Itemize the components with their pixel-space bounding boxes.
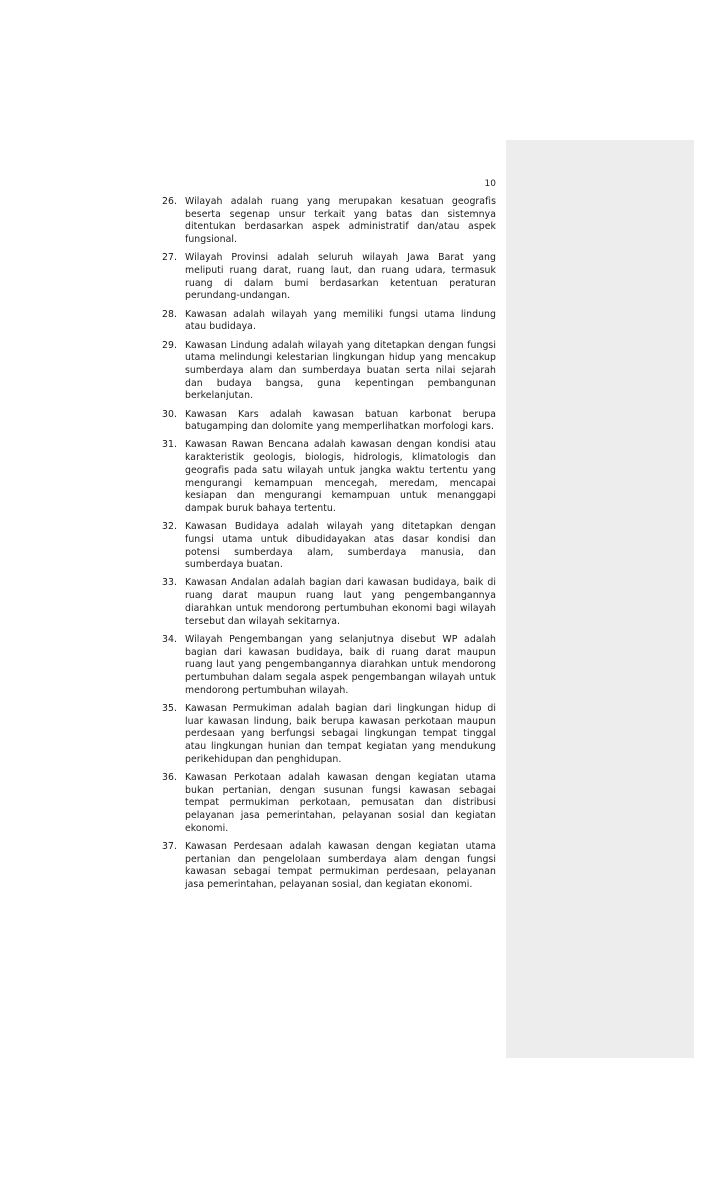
definition-number: 27. <box>162 252 178 264</box>
definition-text: Kawasan Andalan adalah bagian dari kawasan budidaya, baik di ruang darat maupun ruang laut yang pengembangannya diarahkan untuk mendorong pertumbuhan ekonomi bagi wilayah tersebut dan wilayah sekitarnya. <box>185 577 496 627</box>
definition-item <box>162 521 496 572</box>
definition-item <box>162 634 496 698</box>
definition-item <box>162 703 496 767</box>
definition-number: 34. <box>162 633 178 645</box>
definition-number: 35. <box>162 702 178 714</box>
definition-text: Kawasan Perkotaan adalah kawasan dengan kegiatan utama bukan pertanian, dengan susunan fungsi kawasan sebagai tempat permukiman perkotaan, pemusatan dan distribusi pelayanan jasa pemerintahan, pelayanan sosial dan kegiatan ekonomi. <box>185 771 496 834</box>
definition-item <box>162 340 496 404</box>
definition-text: Wilayah adalah ruang yang merupakan kesatuan geografis beserta segenap unsur terkait yang batas dan sistemnya ditentukan berdasarkan aspek administratif dan/atau aspek fungsional. <box>185 196 496 246</box>
definition-item <box>162 577 496 628</box>
comment-margin-pane <box>506 140 694 1058</box>
definition-text: Kawasan Kars adalah kawasan batuan karbonat berupa batugamping dan dolomite yang memperlihatkan morfologi kars. <box>185 408 496 433</box>
definition-item <box>162 439 496 515</box>
definition-number: 28. <box>162 308 178 320</box>
definition-number: 37. <box>162 840 178 852</box>
definition-text: Kawasan Perdesaan adalah kawasan dengan kegiatan utama pertanian dan pengelolaan sumberdaya alam dengan fungsi kawasan sebagai tempat permukiman perdesaan, pelayanan jasa pemerintahan, pelayanan sosial, dan kegiatan ekonomi. <box>185 840 496 890</box>
definition-text: Wilayah Pengembangan yang selanjutnya disebut WP adalah bagian dari kawasan budidaya, baik di ruang darat maupun ruang laut yang pengembangannya diarahkan untuk mendorong pertumbuhan dalam segala aspek pengembangan wilayah untuk mendorong pertumbuhan wilayah. <box>185 633 496 696</box>
definition-text: Kawasan Lindung adalah wilayah yang ditetapkan dengan fungsi utama melindungi kelestarian lingkungan hidup yang mencakup sumberdaya alam dan sumberdaya buatan serta nilai sejarah dan budaya bangsa, guna kepentingan pembangunan berkelanjutan. <box>185 339 496 402</box>
definition-number: 33. <box>162 577 178 589</box>
definition-number: 31. <box>162 439 178 451</box>
definition-item <box>162 196 496 247</box>
definition-text: Wilayah Provinsi adalah seluruh wilayah Jawa Barat yang meliputi ruang darat, ruang laut, dan ruang udara, termasuk ruang di dalam bumi berdasarkan ketentuan peraturan perundang-undangan. <box>185 252 496 302</box>
definition-number: 29. <box>162 339 178 351</box>
definition-number: 26. <box>162 196 178 207</box>
definition-text: Kawasan Permukiman adalah bagian dari lingkungan hidup di luar kawasan lindung, baik berupa kawasan perkotaan maupun perdesaan yang berfungsi sebagai lingkungan tempat tinggal atau lingkungan hunian dan tempat kegiatan yang mendukung perikehidupan dan penghidupan. <box>185 702 496 765</box>
definition-text: Kawasan Budidaya adalah wilayah yang ditetapkan dengan fungsi utama untuk dibudidayakan atas dasar kondisi dan potensi sumberdaya alam, sumberdaya manusia, dan sumberdaya buatan. <box>185 521 496 571</box>
definition-text: Kawasan adalah wilayah yang memiliki fungsi utama lindung atau budidaya. <box>185 308 496 333</box>
definition-number: 32. <box>162 521 178 533</box>
definition-item <box>162 409 496 434</box>
definition-text: Kawasan Rawan Bencana adalah kawasan dengan kondisi atau karakteristik geologis, biologis, hidrologis, klimatologis dan geografis pada satu wilayah untuk jangka waktu tertentu yang mengurangi kemampuan mencegah, meredam, mencapai kesiapan dan mengurangi kemampuan untuk menanggapi dampak buruk bahaya tertentu. <box>185 439 496 514</box>
definition-item <box>162 252 496 303</box>
page-number: 10 <box>484 179 496 189</box>
definition-item <box>162 772 496 836</box>
definition-item <box>162 309 496 334</box>
definition-list <box>162 196 496 897</box>
definition-number: 30. <box>162 408 178 420</box>
definition-item <box>162 841 496 892</box>
definition-number: 36. <box>162 771 178 783</box>
